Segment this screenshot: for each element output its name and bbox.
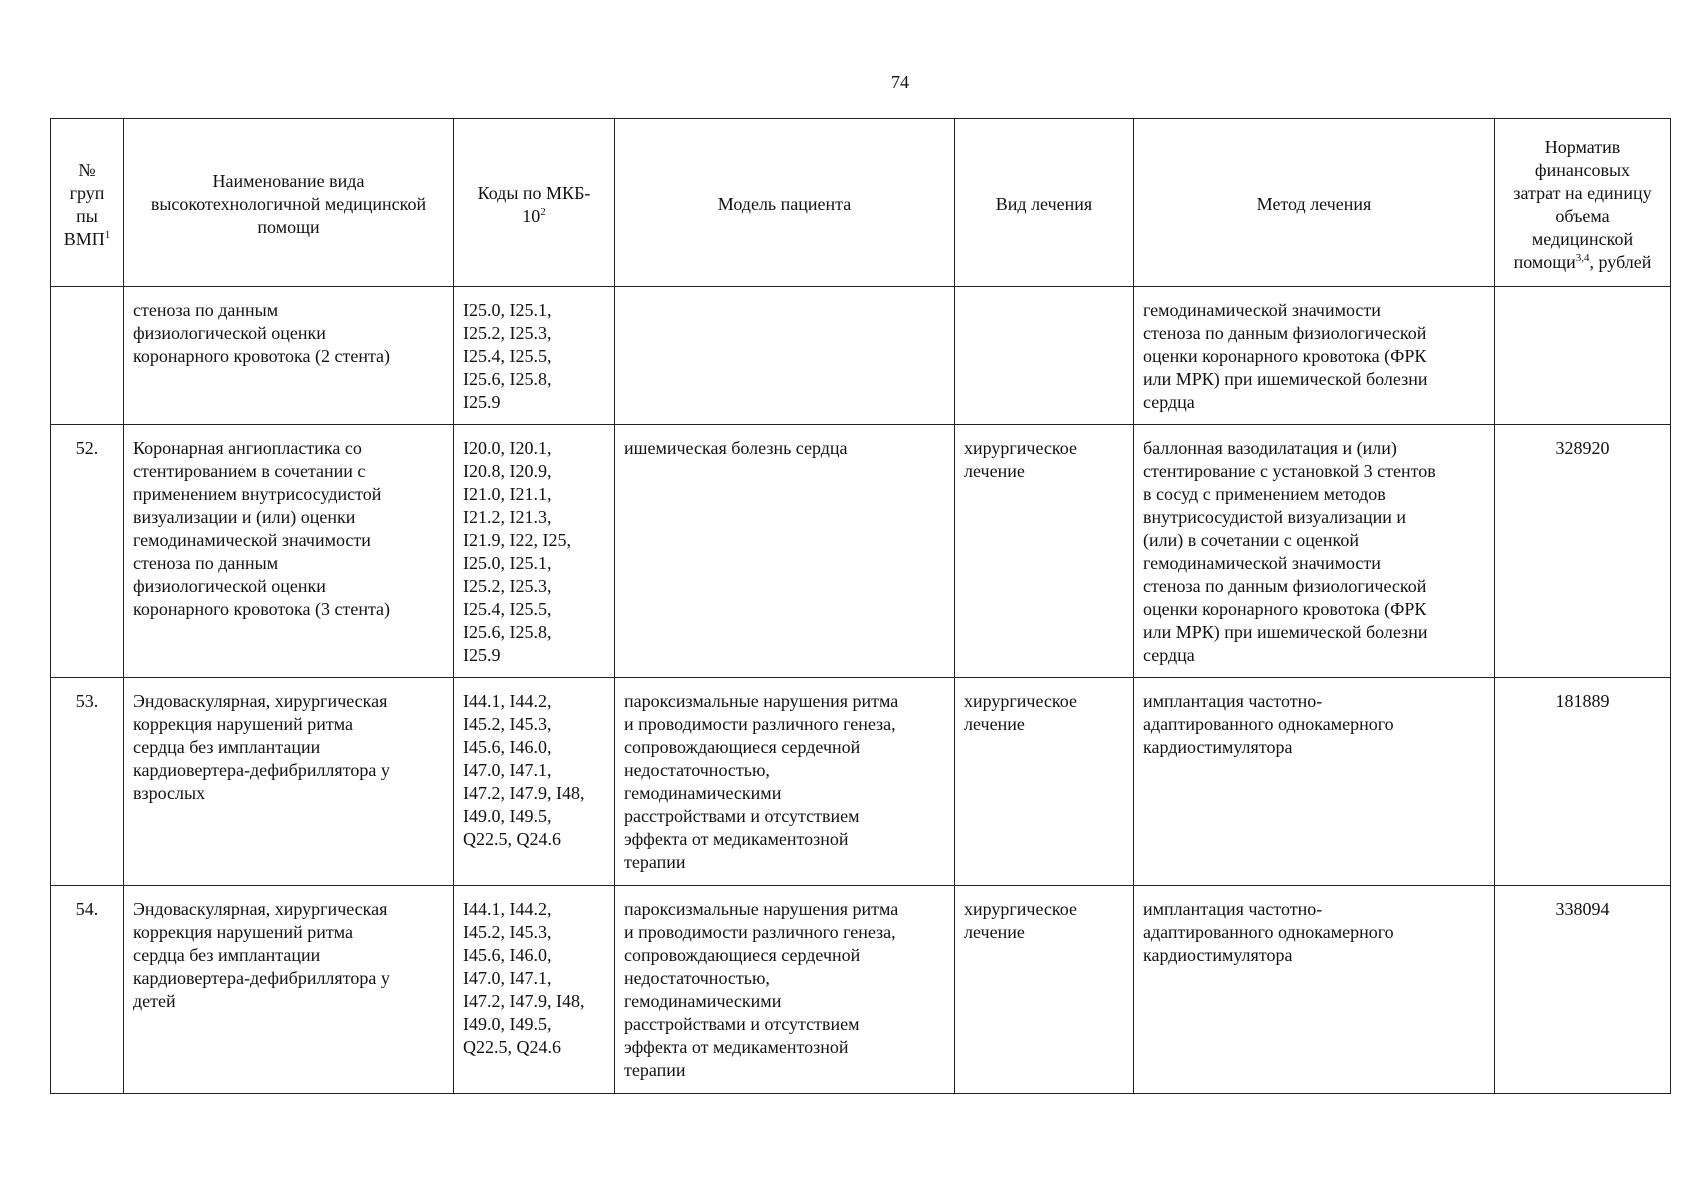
row-cost: 338094 bbox=[1495, 886, 1671, 1094]
row-name: Эндоваскулярная, хирургическая коррекция нарушений ритма сердца без имплантации кардиовертера-дефибриллятора у детей bbox=[124, 886, 454, 1094]
header-codes: Коды по МКБ- $10^2$ bbox=[454, 119, 615, 287]
header-model: Модель пациента bbox=[615, 119, 955, 287]
table-row bbox=[51, 287, 1671, 425]
row-codes: I20.0, I20.1, I20.8, I20.9, I21.0, I21.1, I21.2, I21.3, I21.9, I22, I25, I25.0, I25.1, I25.2, I25.3, I25.4, I25.5, I25.6, I25.8, I25.9 bbox=[454, 425, 615, 678]
row-name: Коронарная ангиопластика со стентированием в сочетании с применением внутрисосудистой визуализации и (или) оценки гемодинамической значимости стеноза по данным физиологической оценки коронарного кровотока (3 стента) bbox=[124, 425, 454, 678]
row-name: Эндоваскулярная, хирургическая коррекция нарушений ритма сердца без имплантации кардиовертера-дефибриллятора у взрослых bbox=[124, 678, 454, 886]
table-row bbox=[51, 425, 1671, 678]
row-cost: 181889 bbox=[1495, 678, 1671, 886]
header-treatment-type: Вид лечения bbox=[955, 119, 1134, 287]
row-cost: 328920 bbox=[1495, 425, 1671, 678]
header-row bbox=[51, 119, 1671, 287]
row-method: баллонная вазодилатация и (или) стентирование с установкой 3 стентов в сосуд с применением методов внутрисосудистой визуализации и (или) в сочетании с оценкой гемодинамической значимости стеноза по данным физиологической оценки коронарного кровотока (ФРК или МРК) при ишемической болезни сердца bbox=[1134, 425, 1495, 678]
row-cost bbox=[1495, 287, 1671, 425]
row-model bbox=[615, 287, 955, 425]
row-number: 52. bbox=[51, 425, 124, 678]
row-method: имплантация частотно- адаптированного однокамерного кардиостимулятора bbox=[1134, 678, 1495, 886]
row-treatment: хирургическое лечение bbox=[955, 425, 1134, 678]
row-codes: I44.1, I44.2, I45.2, I45.3, I45.6, I46.0, I47.0, I47.1, I47.2, I47.9, I48, I49.0, I49.5, Q22.5, Q24.6 bbox=[454, 886, 615, 1094]
row-number: 53. bbox=[51, 678, 124, 886]
header-name: Наименование вида высокотехнологичной медицинской помощи bbox=[124, 119, 454, 287]
table-row bbox=[51, 678, 1671, 886]
row-codes: I25.0, I25.1, I25.2, I25.3, I25.4, I25.5, I25.6, I25.8, I25.9 bbox=[454, 287, 615, 425]
row-model: пароксизмальные нарушения ритма и проводимости различного генеза, сопровождающиеся сердечной недостаточностью, гемодинамическими расстройствами и отсутствием эффекта от медикаментозной терапии bbox=[615, 678, 955, 886]
row-model: ишемическая болезнь сердца bbox=[615, 425, 955, 678]
page-number: 74 bbox=[891, 72, 909, 92]
table-row bbox=[51, 886, 1671, 1094]
row-treatment: хирургическое лечение bbox=[955, 886, 1134, 1094]
row-codes: I44.1, I44.2, I45.2, I45.3, I45.6, I46.0, I47.0, I47.1, I47.2, I47.9, I48, I49.0, I49.5, Q22.5, Q24.6 bbox=[454, 678, 615, 886]
row-number: 54. bbox=[51, 886, 124, 1094]
row-method: имплантация частотно- адаптированного однокамерного кардиостимулятора bbox=[1134, 886, 1495, 1094]
row-treatment bbox=[955, 287, 1134, 425]
row-model: пароксизмальные нарушения ритма и проводимости различного генеза, сопровождающиеся сердечной недостаточностью, гемодинамическими расстройствами и отсутствием эффекта от медикаментозной терапии bbox=[615, 886, 955, 1094]
header-cost: Норматив финансовых затрат на единицу объема медицинской помощи$^{3,4}$, рублей bbox=[1495, 119, 1671, 287]
row-number bbox=[51, 287, 124, 425]
row-name: стеноза по данным физиологической оценки коронарного кровотока (2 стента) bbox=[124, 287, 454, 425]
row-method: гемодинамической значимости стеноза по данным физиологической оценки коронарного кровотока (ФРК или МРК) при ишемической болезни сердца bbox=[1134, 287, 1495, 425]
header-method: Метод лечения bbox=[1134, 119, 1495, 287]
row-treatment: хирургическое лечение bbox=[955, 678, 1134, 886]
vmp-table bbox=[50, 118, 1671, 1094]
header-group-no: № груп пы ВМП$^1$ bbox=[51, 119, 124, 287]
